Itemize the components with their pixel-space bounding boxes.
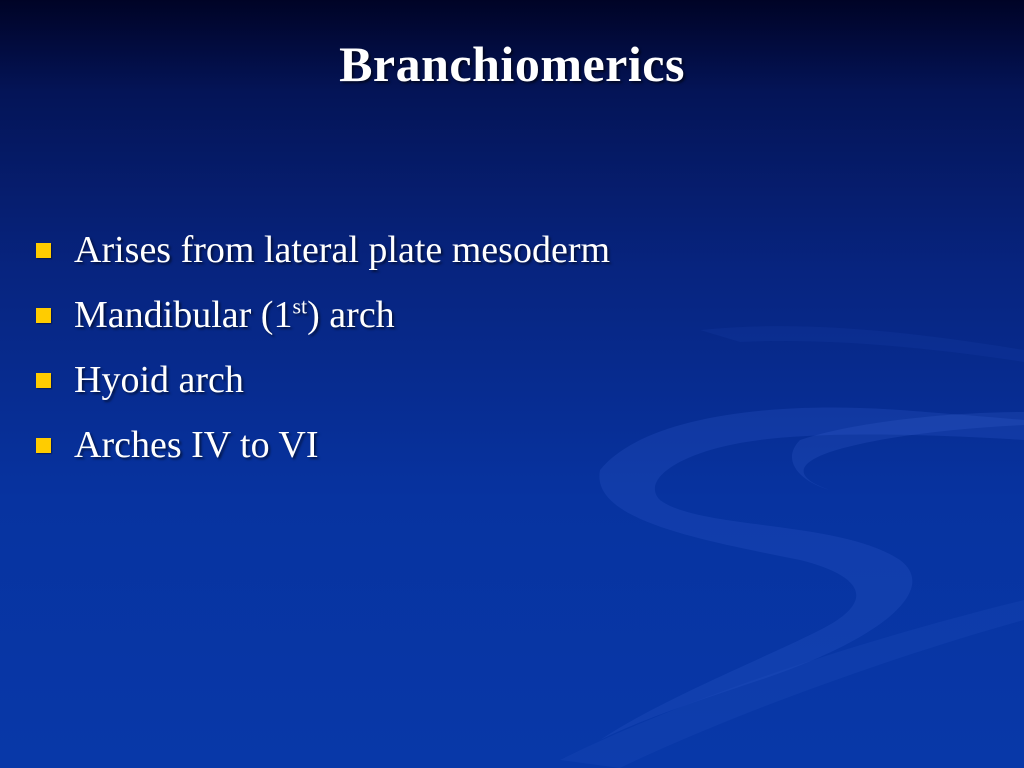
bullet-text: Arises from lateral plate mesoderm [74, 229, 611, 271]
bullet-list [36, 218, 610, 478]
bullet-item [36, 413, 610, 478]
bullet-text [74, 283, 395, 348]
bullet-text: Hyoid arch [74, 359, 244, 401]
bullet-item [36, 218, 610, 283]
square-bullet-icon [36, 438, 51, 453]
bullet-text-end: ) arch [307, 294, 395, 336]
bullet-item [36, 283, 610, 348]
bullet-item [36, 348, 610, 413]
slide-title: Branchiomerics [339, 36, 685, 92]
square-bullet-icon [36, 373, 51, 388]
square-bullet-icon [36, 308, 51, 323]
bullet-text: Arches IV to VI [74, 424, 319, 466]
square-bullet-icon [36, 243, 51, 258]
ordinal-superscript: st [292, 293, 308, 319]
bullet-text-start: Mandibular (1 [74, 294, 293, 336]
